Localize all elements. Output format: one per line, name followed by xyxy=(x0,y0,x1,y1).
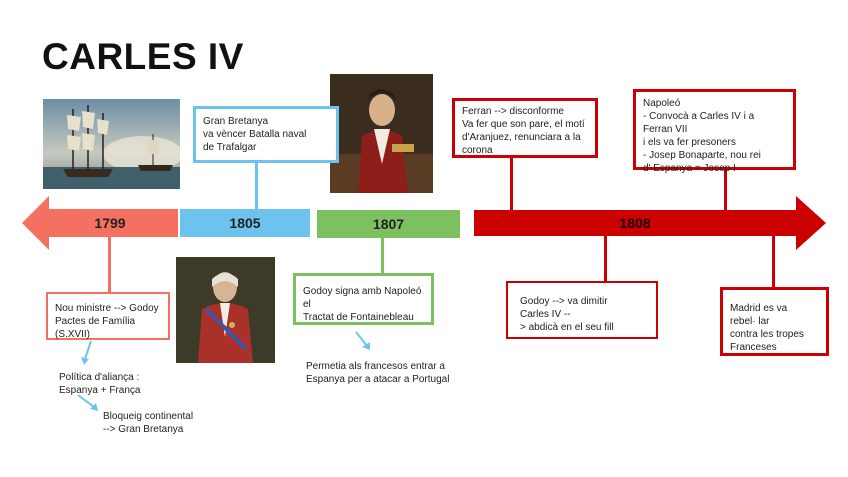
timeline-year-1799: 1799 xyxy=(94,215,126,231)
page-title: CARLES IV xyxy=(42,36,244,77)
timeline-year-1808: 1808 xyxy=(619,215,651,231)
connector-1799 xyxy=(108,237,111,293)
note-permetia: Permetia als francesos entrar a Espanya per a atacar a Portugal xyxy=(306,361,450,385)
connector-1805 xyxy=(255,163,258,209)
carles-iv-portrait xyxy=(176,257,275,363)
godoy-portrait xyxy=(330,74,433,193)
timeline-year-1807: 1807 xyxy=(372,216,405,232)
event-napoleo: Napoleó - Convocà a Carles IV i a Ferran VII i els va fer presoners - Josep Bonaparte, nou rei d' Espanya = Josep I xyxy=(633,89,796,170)
note-bloqueig: Bloqueig continental --> Gran Bretanya xyxy=(103,411,194,435)
connector-godoy-dimitir xyxy=(604,236,607,282)
connector-1807 xyxy=(381,238,384,273)
event-trafalgar: Gran Bretanya va vèncer Batalla naval de Trafalgar xyxy=(193,106,339,163)
note-alianca: Política d'aliança : Espanya + França xyxy=(59,372,141,396)
event-godoy-dimitir: Godoy --> va dimitir Carles IV -- > abdicà en el seu fill xyxy=(506,281,658,339)
event-fontainebleau: Godoy signa amb Napoleó el Tractat de Fontainebleau xyxy=(293,273,434,325)
connector-napoleo xyxy=(724,170,727,210)
event-madrid: Madrid es va rebel· lar contra les tropes Franceses xyxy=(720,287,829,356)
naval-battle-painting xyxy=(43,99,180,189)
arrow-alianca xyxy=(80,340,96,366)
event-ferran: Ferran --> disconforme Va fer que son pare, el motí d'Aranjuez, renunciara a la corona xyxy=(452,98,598,158)
event-godoy-minister: Nou ministre --> Godoy Pactes de Família (S.XVII) xyxy=(46,292,170,340)
connector-madrid xyxy=(772,236,775,288)
timeline-year-1805: 1805 xyxy=(229,215,261,231)
timeline-segment-1805 xyxy=(180,209,310,237)
arrow-permetia xyxy=(354,330,374,352)
connector-ferran xyxy=(510,157,513,210)
timeline-segment-1807 xyxy=(317,210,460,238)
